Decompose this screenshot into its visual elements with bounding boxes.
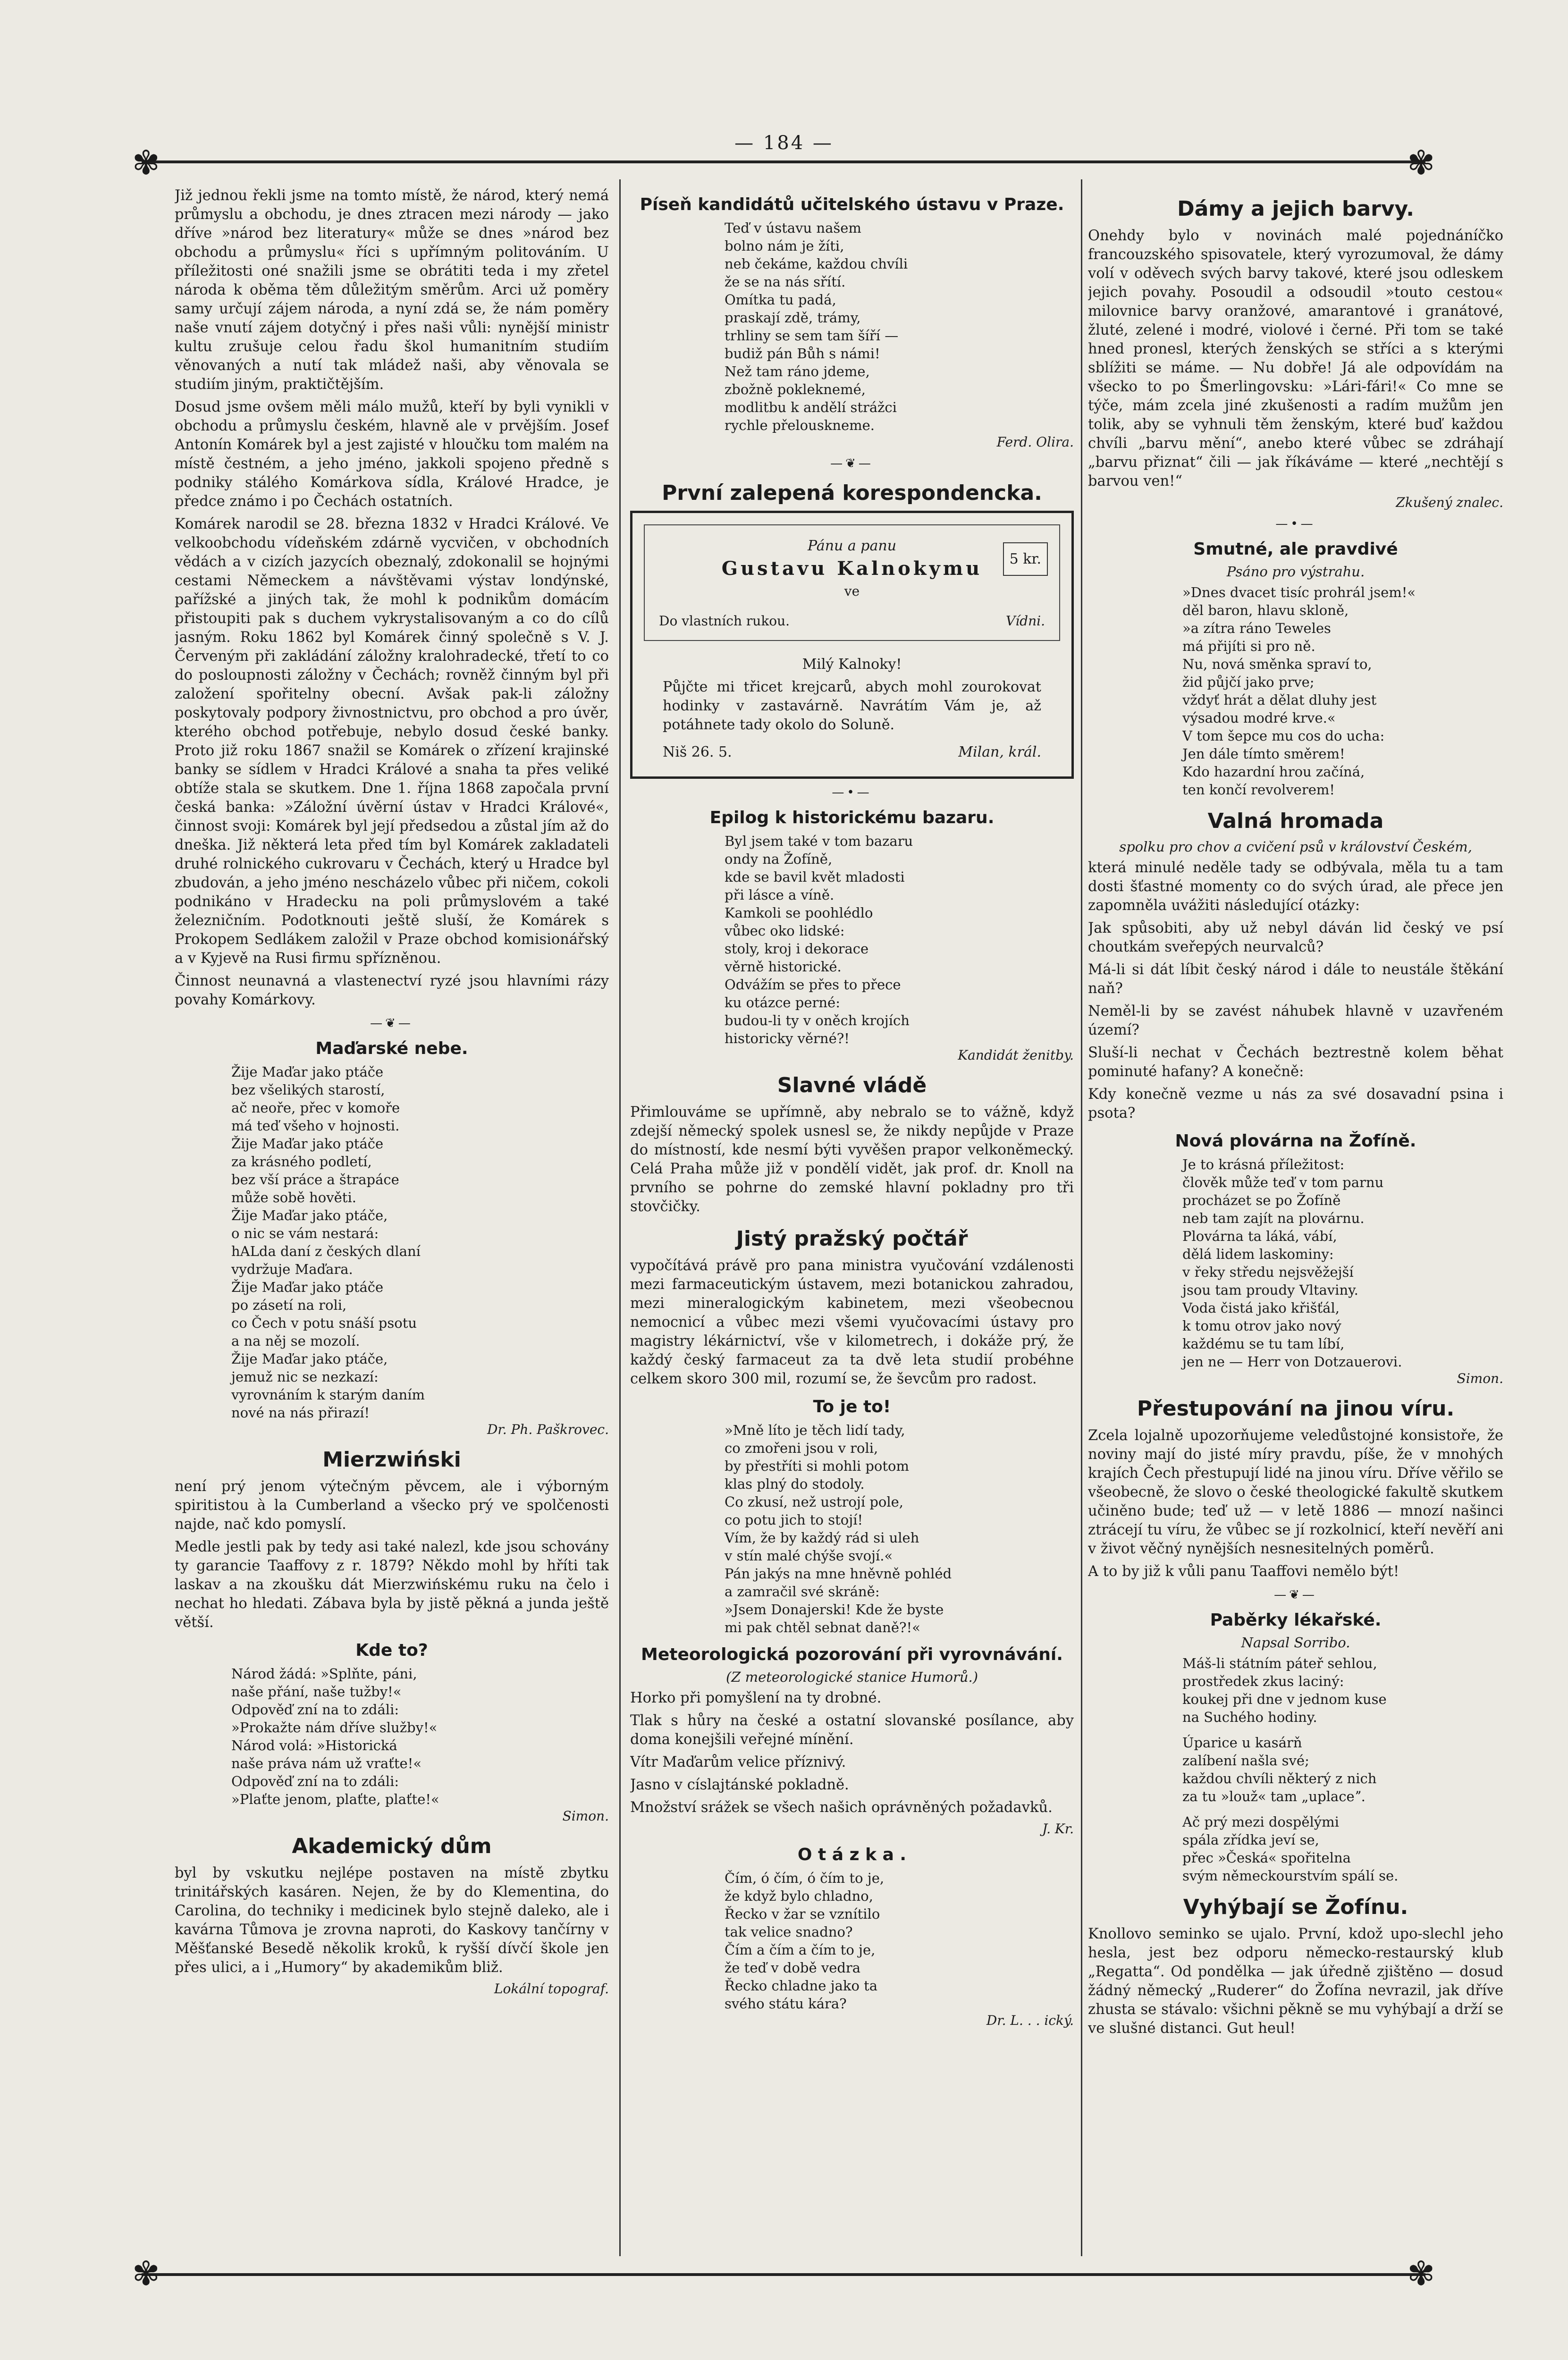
poem-line: po zásetí na roli, <box>231 1297 347 1313</box>
page-number: — 184 — <box>734 132 834 154</box>
paragraph: Jasno v císlajtánské pokladně. <box>630 1777 849 1793</box>
poem-line: budou-li ty v oněch krojích <box>725 1012 910 1028</box>
poem-line: hALda daní z českých dlaní <box>231 1243 421 1259</box>
poem-line: Žije Maďar jako ptáče <box>231 1136 384 1152</box>
poem-line: »a zítra ráno Teweles <box>1182 620 1331 636</box>
poem-line: ondy na Žofíně, <box>725 851 833 867</box>
poem-line: na Suchého hodiny. <box>1182 1709 1317 1725</box>
poem-line: bez vší práce a štrapáce <box>231 1172 399 1188</box>
poem-line: ten končí revolverem! <box>1182 782 1335 798</box>
signature: Zkušený znalec. <box>1396 495 1503 510</box>
subheading: (Z meteorologické stanice Humorů.) <box>725 1669 978 1685</box>
poem-line: »Jsem Donajerski! Kde že byste <box>725 1601 944 1618</box>
poem-line: Jen dále tímto směrem! <box>1182 746 1345 762</box>
address-name: Gustavu Kalnokymu <box>721 557 983 580</box>
poem-line: žid půjčí jako prve; <box>1182 674 1315 690</box>
heading-to-je-to: To je to! <box>813 1397 891 1416</box>
paragraph: Má-li si dát líbit český národ i dále to neustále štěkání naň? <box>1088 961 1503 997</box>
paragraph: A to by již k vůli panu Taaffovi nemělo být! <box>1088 1563 1399 1580</box>
letter-place: Niš 26. 5. <box>663 744 732 760</box>
poem-line: svého státu kára? <box>725 1996 847 2012</box>
heading-smutne: Smutné, ale pravdivé <box>1193 539 1398 559</box>
poem-line: »Prokažte nám dříve služby!« <box>231 1719 438 1736</box>
paragraph: Přimlouváme se upřímně, aby nebralo se to vážně, když zdejší německý spolek usnesl se, že nikdy nepůjde v Praze do místností, kde nesmí býti vyvěšen prapor velkoněmecký. Celá Praha může již v pondělí vidět, jak prof. dr. Knoll na prvního se pohrne do zemské hlavní pokladny pro tři stovčičky. <box>630 1104 1074 1215</box>
poem-line: zalíbení našla své; <box>1182 1753 1309 1769</box>
heading-plovarna: Nová plovárna na Žofíně. <box>1175 1131 1416 1151</box>
poem-line: má teď všeho v hojnosti. <box>231 1118 400 1134</box>
poem-line: za krásného podletí, <box>231 1154 372 1170</box>
poem-line: Než tam ráno jdeme, <box>725 363 870 379</box>
heading-madarske: Maďarské nebe. <box>315 1039 468 1058</box>
poem-line: naše práva nám už vraťte!« <box>231 1755 422 1771</box>
poem-line: člověk může teď v tom parnu <box>1182 1174 1384 1190</box>
poem-line: může sobě hověti. <box>231 1189 356 1205</box>
column-3 <box>1088 186 1503 2254</box>
address-ve: ve <box>844 583 860 599</box>
poem-line: Máš-li státním páteř sehlou, <box>1182 1655 1377 1671</box>
poem-line: při lásce a víně. <box>725 887 835 903</box>
poem-line: v řeky středu nejsvěžejší <box>1182 1264 1354 1280</box>
poem-line: Plovárna ta láká, vábí, <box>1182 1228 1337 1244</box>
separator-ornament-icon: —❦— <box>370 1016 413 1030</box>
poem-line: a zamračil své skráně: <box>725 1584 880 1600</box>
poem-line: kde se bavil květ mladosti <box>725 869 905 885</box>
poem-line: stoly, kroj i dekorace <box>725 941 869 957</box>
poem-line: praskají zdě, trámy, <box>725 310 861 326</box>
poem-line: svým německourstvím spálí se. <box>1182 1868 1399 1884</box>
heading-vyhybaji: Vyhýbají se Žofínu. <box>1183 1895 1408 1919</box>
poem-pisen <box>725 219 1074 434</box>
heading-mierzwinski: Mierzwiński <box>322 1448 461 1472</box>
poem-line: naše přání, naše tužby!« <box>231 1684 402 1700</box>
letter-greeting: Milý Kalnoky! <box>802 656 902 673</box>
heading-prestupovani: Přestupování na jinou víru. <box>1137 1397 1455 1421</box>
poem-line: Řecko v žar se vznítilo <box>725 1906 880 1922</box>
poem-line: klas plný do stodoly. <box>725 1476 865 1492</box>
corner-ornament-icon: ✾ <box>1407 2254 1435 2293</box>
poem-line: k tomu otrov jako nový <box>1182 1318 1341 1334</box>
poem-line: jen ne — Herr von Dotzauerovi. <box>1182 1354 1402 1370</box>
poem-line: »Plaťte jenom, plaťte, plaťte!« <box>231 1791 439 1807</box>
poem-line: koukej při dne v jednom kuse <box>1182 1691 1387 1707</box>
poem-line: Kdo hazardní hrou začíná, <box>1182 764 1365 780</box>
poem-kde-to <box>231 1665 609 1808</box>
heading-pisen: Píseň kandidátů učitelského ústavu v Praze. <box>640 195 1064 214</box>
poem-madarske <box>231 1063 609 1422</box>
poem-line: prostředek zkus laciný: <box>1182 1673 1344 1689</box>
paragraph: Zcela lojalně upozorňujeme veledůstojné konsistoře, že noviny mají do jisté míry pravdu, píše, že v mnohých krajích Čech přestupují lidé na jinou víru. Dříve věřilo se všeobecně, že slovo o české theologické fakultě skutkem učiněno bude; teď už — v letě 1886 — mnozí našinci ztrácejí tu víru, že vůbec se jí rozkolnicí, kteří nevěří ani v život věčný nynějších nesnesitelných poměrů. <box>1088 1427 1503 1557</box>
poem-line: Je to krásná příležitost: <box>1182 1156 1345 1172</box>
poem-line: tak velice snadno? <box>725 1924 853 1940</box>
paragraph: Již jednou řekli jsme na tomto místě, že národ, který nemá průmyslu a obchodu, je dnes ztracen mezi národy — jako dříve »národ bez literatury« může se dnes »národ bez obchodu a průmyslu« říci s upřímným politováním. U příležitosti oné snažili jsme se obrátiti teda i my zřetel národa k oběma těm důležitým směrům. Arci už poměry samy určují zájem národa, a nyní zdá se, že nám poměry naše vnutí zájem dotyčný i přes naši vůli: nynější ministr kultu zrušuje celou řadu škol humanitním studiím věnovaných a nutí tak mládež naši, aby věnovala se studiím jiným, praktičtějším. <box>175 187 609 393</box>
poem-line: spála zřídka jeví se, <box>1182 1832 1319 1848</box>
poem-line: že když bylo chladno, <box>725 1888 873 1904</box>
signature: Simon. <box>1457 1371 1503 1386</box>
heading-valna: Valná hromada <box>1207 809 1384 833</box>
poem-line: Odpověď zní na to zdáli: <box>231 1773 399 1789</box>
poem-line: věrně historické. <box>725 959 842 975</box>
paragraph: Vítr Maďarům velice příznivý. <box>630 1754 846 1770</box>
poem-line: neb čekáme, každou chvíli <box>725 256 908 272</box>
poem-line: ku otázce perné: <box>725 995 840 1011</box>
paragraph: Komárek narodil se 28. března 1832 v Hradci Králové. Ve velkoobchodu vídeňském zdárně vycvičen, v obchodních vědách a v cizích jazycích obeznalý, zdokonalil se hojnými cestami Německem a návštěvami výstav londýnské, pařížské a jiných tak, že mohl k podnikům domácím přistoupiti pak s duchem vykrystalisovaným a co do cílů jasným. Roku 1862 byl Komárek činný společně s V. J. Červeným při zakládání záložny kralohradecké, třetí to co do posloupnosti záložny v Čechách; rovněž činným byl při založení spořitelny obecní. Avšak pak-li záložny poskytovaly podpory živnostnictvu, pro obchod a pro úvěr, kterého obchod potřebuje, nebylo dosud české banky. Proto již roku 1867 snažil se Komárek o zřízení krajinské banky se sídlem v Hradci Králové a snaha ta přes veliké obtíže stala se skutkem. Dne 1. října 1868 započala první česká banka: »Záložní úvěrní ústav v Hradci Králové«, činnost svoji: Komárek byl její předsedou a zůstal jím až do dneška. Již některá leta před tím byl Komárek zakladateli druhé rolnického cukrovaru v Čechách, který u Hradce byl zbudován, a jeho jméno nescházelo vůbec při ničem, cokoli podnikáno v Hradecku na poli průmyslovém a také železničním. Podotknouti ještě sluší, že Komárek s Prokopem Sedlákem založil v Praze obchod komisionářský a v Kyjevě na Rusi firmu spřízněnou. <box>175 516 609 967</box>
article-komarek <box>175 186 609 1010</box>
poem-line: dělá lidem laskominy: <box>1182 1246 1334 1262</box>
poem-line: Ač prý mezi dospělými <box>1182 1814 1339 1830</box>
separator-ornament-icon: —•— <box>1275 517 1316 531</box>
poem-line: děl baron, hlavu skloně, <box>1182 602 1349 618</box>
poem-line: Nu, nová směnka spraví to, <box>1182 656 1372 672</box>
poem-line: a na něj se mozolí. <box>231 1333 360 1349</box>
poem-line: bolno nám je žíti, <box>725 238 844 254</box>
paragraph: není prý jenom výtečným pěvcem, ale i výborným spiritistou à la Cumberland a všecko prý ve spolčenosti najde, nač kdo pomyslí. <box>175 1478 609 1533</box>
heading-epilog: Epilog k historickému bazaru. <box>709 808 995 827</box>
poem-line: V tom šepce mu cos do ucha: <box>1182 728 1385 744</box>
column-rule <box>619 179 621 2256</box>
poem-line: výsadou modré krve.« <box>1182 710 1336 726</box>
corner-ornament-icon: ✾ <box>132 2254 160 2293</box>
poem-line: Odpověď zní na to zdáli: <box>231 1702 399 1718</box>
poem-line: o nic se vám nestará: <box>231 1225 379 1241</box>
heading-paberky: Paběrky lékařské. <box>1210 1610 1382 1630</box>
paragraph: vypočítává právě pro pana ministra vyučování vzdálenosti mezi farmaceutickým ústavem, mezi botanickou zahradou, mezi mineralogickým kabinetem, mezi všeobecnou nemocnicí a vůbec mezi všemi vyučovacími ústavy pro magistry lékárnictví, vše v kilometrech, i dokáže prý, že každý český farmaceut za ta dvě leta studií probéhne celkem skoro 300 mil, rozumí se, že ševcům pro radost. <box>630 1257 1074 1387</box>
poem-line: Řecko chladne jako ta <box>725 1978 878 1994</box>
heading-jisty: Jistý pražský počtář <box>736 1227 968 1251</box>
poem-line: bez všelikých starostí, <box>231 1082 385 1098</box>
poem-line: Teď v ústavu našem <box>725 220 861 236</box>
poem-line: historicky věrné?! <box>725 1030 850 1046</box>
column-1 <box>175 186 609 2254</box>
paragraph: Tlak s hůry na české a ostatní slovanské posílance, aby doma konejšili veřejné mínění. <box>630 1712 1074 1748</box>
poem-line: budiž pán Bůh s námi! <box>725 346 880 362</box>
poem-line: Čím a čím a čím to je, <box>725 1942 876 1958</box>
signature: Dr. L. . . ický. <box>986 2013 1074 2028</box>
poem-line: rychle přelouskneme. <box>725 417 875 433</box>
paragraph: byl by vskutku nejlépe postaven na místě zbytku trinitářských kasáren. Nejen, že by do Klementina, do Carolina, do techniky i medicinek bylo stejně daleko, ale i kavárna Tůmova je zrovna naproti, do Kaskovy tančírny v Měšťanské Besedě několik kroků, k ryšší dívčí škole jen přes ulici, a i „Humory“ by akademikům bliž. <box>175 1865 609 1976</box>
poem-line: vůbec oko lidské: <box>725 923 845 939</box>
subheading: spolku pro chov a cvičení psů v království Českém, <box>1119 839 1472 855</box>
poem-line: Co zkusí, než ustrojí pole, <box>725 1494 904 1510</box>
poem-line: co Čech v potu snáší psotu <box>231 1315 417 1331</box>
poem-line: Úparice u kasárň <box>1182 1735 1302 1751</box>
poem-line: vyrovnáním k starým daním <box>231 1387 425 1403</box>
poem-line: každou chvíli některý z nich <box>1182 1770 1377 1787</box>
poem-otazka <box>725 1869 1074 2013</box>
paragraph: Kdy konečně vezme u nás za své dosavadní psina i psota? <box>1088 1086 1503 1121</box>
poem-line: zbožně pokleknemé, <box>725 381 866 397</box>
paragraph: která minulé neděle tady se odbývala, měla tu a tam dosti šťastné momenty co do svých úrad, ale přece jen zapomněla uvážiti následující otázky: <box>1088 860 1503 914</box>
postcard-address <box>644 524 1060 641</box>
poem-line: Žije Maďar jako ptáče <box>231 1064 384 1080</box>
poem-line: neb tam zajít na plovárnu. <box>1182 1210 1365 1226</box>
paragraph: Horko při pomyšlení na ty drobné. <box>630 1690 882 1706</box>
poem-line: Byl jsem také v tom bazaru <box>725 833 913 849</box>
poem-line: Čím, ó čím, ó čím to je, <box>725 1870 885 1886</box>
signature: Kandidát ženitby. <box>958 1047 1074 1063</box>
separator-ornament-icon: —•— <box>832 785 872 800</box>
poem-line: Odvážím se přes to přece <box>725 977 901 993</box>
poem-line: »Dnes dvacet tisíc prohrál jsem!« <box>1182 584 1416 600</box>
poem-line: mi pak chtěl sebnat daně?!« <box>725 1619 920 1635</box>
poem-paberky <box>1182 1654 1503 1885</box>
heading-meteo: Meteorologická pozorování při vyrovnávání. <box>641 1645 1063 1664</box>
poem-line: jemuž nic se nezkazí: <box>231 1369 379 1385</box>
signature: J. Kr. <box>1042 1821 1074 1837</box>
subheading: Napsal Sorribo. <box>1241 1635 1350 1651</box>
paragraph: Jak spůsobiti, aby už nebyl dáván lid český ve psí choutkám sveřepých neurvalců? <box>1088 920 1503 955</box>
paragraph: Neměl-li by se zavést náhubek hlavně v uzavřeném území? <box>1088 1003 1503 1038</box>
column-2 <box>630 186 1074 2254</box>
letter-signature: Milan, král. <box>958 744 1041 760</box>
paragraph: Sluší-li nechat v Čechách beztrestně kolem běhat pominuté hafany? A konečně: <box>1088 1045 1503 1080</box>
heading-korespondencka: První zalepená korespondencka. <box>662 481 1042 505</box>
subheading: Psáno pro výstrahu. <box>1226 564 1365 580</box>
poem-line: co zmořeni jsou v roli, <box>725 1440 878 1456</box>
paragraph: Činnost neunavná a vlastenectví ryzé jsou hlavními rázy povahy Komárkovy. <box>175 973 609 1008</box>
paragraph: Onehdy bylo v novinách malé pojednáníčko francouzského spisovatele, který vyrozumoval, že dámy volí v oděvech svých barvy takové, které jsou odleskem jejich povahy. Posoudil a odsoudil »touto cestou« milovnice barvy oranžové, amarantové i granátové, žluté, zelené i modré, violové i černé. Při tom se také hned pronesl, kterých ženských se stříci a s kterými sblížiti se máme. — Nu dobře! Já ale odpovídám na všecko to po Šmerlingovsku: »Lári-fári!« Co mne se týče, mám zcela jiné zkušenosti a radím mužům jen tolik, aby se vyhnuli těm ženským, které buď každou chvíli „barvu mění“, anebo které vůbec se zdráhají „barvu přiznat“ čili — jak říkáváme — které „nechtějí s barvou ven!“ <box>1088 228 1503 489</box>
poem-line: »Mně líto je těch lidí tady, <box>725 1422 905 1438</box>
poem-line: by přestříti si mohli potom <box>725 1458 909 1474</box>
poem-line: vždyť hrát a dělat dluhy jest <box>1182 692 1377 708</box>
letter-body: Půjčte mi třicet krejcarů, abych mohl zourokovat hodinky v zastavárně. Navrátím Vám je, až potáhnete tady okolo do Soluně. <box>663 679 1041 733</box>
poem-line: má přijíti si pro ně. <box>1182 638 1315 654</box>
poem-smutne <box>1182 583 1503 799</box>
poem-line: nové na nás přirazí! <box>231 1405 370 1421</box>
signature: Lokální topograf. <box>494 1981 609 1997</box>
poem-line: Kamkoli se poohlédlo <box>725 905 873 921</box>
poem-line: Voda čistá jako křišťál, <box>1182 1300 1340 1316</box>
poem-line: přec »Česká« spořitelna <box>1182 1850 1351 1866</box>
poem-line: Pán jakýs na mne hněvně pohléd <box>725 1566 952 1582</box>
poem-line: v stín malé chýše svojí.« <box>725 1548 893 1564</box>
poem-line: za tu »louž« tam „uplaceˮ. <box>1182 1788 1366 1804</box>
heading-damy: Dámy a jejich barvy. <box>1177 197 1414 221</box>
poem-line: každému se tu tam líbí, <box>1182 1336 1345 1352</box>
signature: Simon. <box>562 1808 609 1824</box>
signature: Dr. Ph. Paškrovec. <box>487 1422 609 1437</box>
poem-line: modlitbu k andělí strážci <box>725 399 897 415</box>
heading-otazka: O t á z k a . <box>797 1845 907 1864</box>
paragraph: Knollovo seminko se ujalo. První, kdož upo-slechl jeho hesla, jest bez odporu německo-restaurský klub „Regatta“. Od pondělka — jak úředně zjištěno — dosud žádný německý „Ruderer“ do Žofína nevrazil, jak dříve zhusta se stávalo: všichni pěkně se mu vyhýbají a drží se ve slušné distanci. Gut heul! <box>1088 1926 1503 2037</box>
poem-line: Žije Maďar jako ptáče, <box>231 1351 388 1367</box>
poem-line: že teď v době vedra <box>725 1960 861 1976</box>
separator-ornament-icon: —❦— <box>1274 1588 1317 1602</box>
corner-ornament-icon: ✾ <box>1407 143 1435 182</box>
heading-akademicky: Akademický dům <box>292 1834 492 1858</box>
poem-line: Národ žádá: »Splňte, páni, <box>231 1666 417 1682</box>
poem-line: že se na nás sřítí. <box>725 274 846 290</box>
poem-line: jsou tam proudy Vltaviny. <box>1182 1282 1358 1298</box>
heading-kde-to: Kde to? <box>355 1641 428 1660</box>
poem-line: Vím, že by každý rád si uleh <box>725 1530 919 1546</box>
heading-slavne: Slavné vládě <box>777 1073 927 1097</box>
column-rule <box>1081 179 1082 2256</box>
paragraph: Množství srážek se všech našich oprávněných požadavků. <box>630 1799 1053 1816</box>
poem-line: procházet se po Žofíně <box>1182 1192 1341 1208</box>
paragraph: Medle jestli pak by tedy asi také nalezl, kde jsou schovány ty garancie Taaffovy z r. 1879? Někdo mohl by hříti tak laskav a na zkoušku dát Mierzwińskému ruku na čelo i nechat ho hledati. Zábava byla by jistě pěkná a junda ještě větší. <box>175 1539 609 1631</box>
poem-line: ač neoře, přec v komoře <box>231 1100 400 1116</box>
postage-stamp: 5 kr. <box>1003 542 1048 576</box>
poem-line: Žije Maďar jako ptáče <box>231 1279 384 1295</box>
address-city: Vídni. <box>1006 613 1045 629</box>
corner-ornament-icon: ✾ <box>132 143 160 182</box>
paragraph: Dosud jsme ovšem měli málo mužů, kteří by byli vynikli v obchodu a průmyslu českém, hlavně ale v prvějším. Josef Antonín Komárek byl a jest zajisté v hloučku tom malém na místě čestném, a jeho jméno, jakkoli spojeno předně s podniky stálého Komárkova sídla, Králové Hradce, je předce známo i po Čechách ostatních. <box>175 399 609 510</box>
address-note: Do vlastních rukou. <box>659 613 790 629</box>
poem-line: co potu jich to stojí! <box>725 1512 863 1528</box>
poem-line: Národ volá: »Historická <box>231 1737 397 1753</box>
poem-epilog <box>725 832 1074 1047</box>
poem-plovarna <box>1182 1155 1503 1371</box>
address-salutation: Pánu a panu <box>807 538 897 554</box>
separator-ornament-icon: —❦— <box>830 456 874 471</box>
poem-line: Žije Maďar jako ptáče, <box>231 1207 388 1223</box>
signature: Ferd. Olira. <box>996 434 1074 450</box>
poem-line: Omítka tu padá, <box>725 292 836 308</box>
poem-to-je-to <box>725 1421 1074 1636</box>
postcard-letter <box>644 641 1060 765</box>
postcard <box>630 511 1074 779</box>
poem-line: trhliny se sem tam šíří — <box>725 328 899 344</box>
poem-line: vydržuje Maďara. <box>231 1261 353 1277</box>
